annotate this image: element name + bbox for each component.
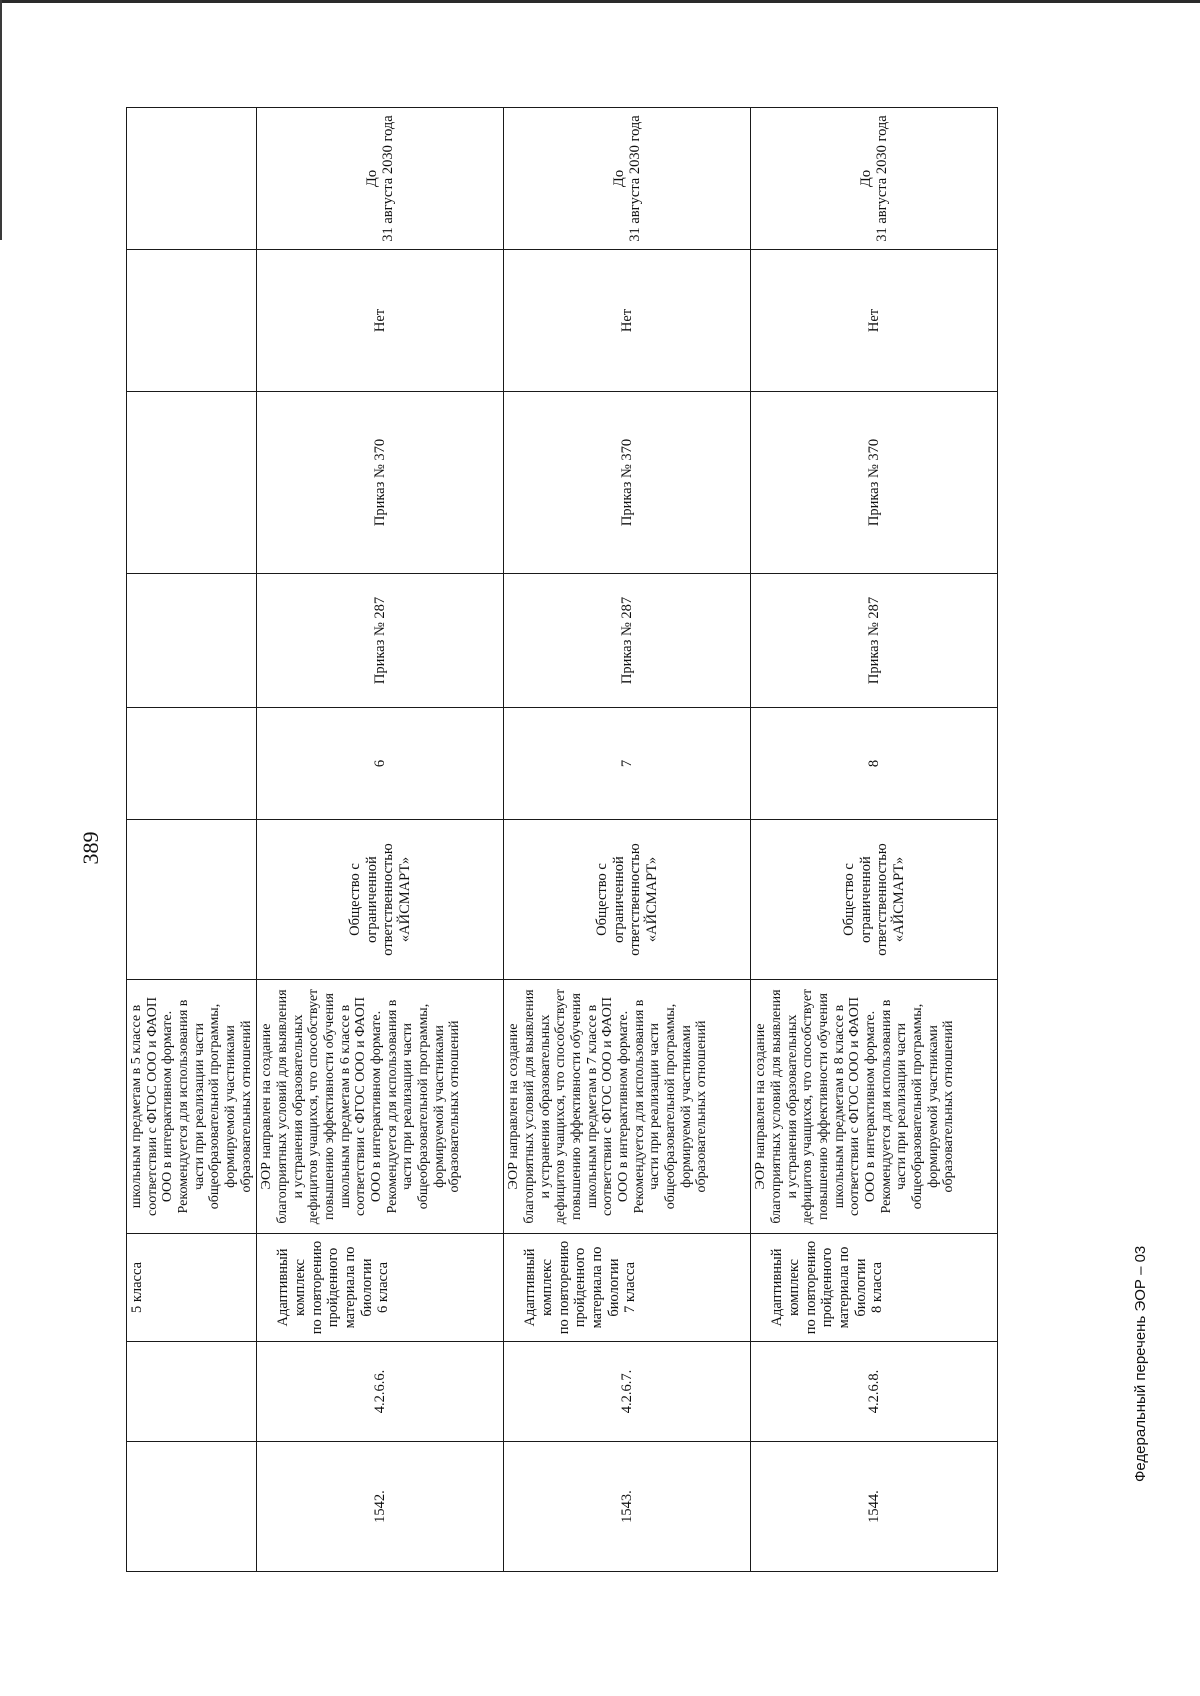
cell-code: 4.2.6.6. <box>257 1342 504 1442</box>
name-line: по повторению <box>555 1240 572 1335</box>
cell-order2: Приказ № 370 <box>751 392 998 574</box>
cell-organization <box>504 820 751 980</box>
name-line: пройденного <box>325 1247 342 1328</box>
name-line: комплекс <box>539 1259 556 1317</box>
org-line: «АЙСМАРТ» <box>891 856 908 943</box>
deadline-line: 31 августа 2030 года <box>627 115 644 242</box>
org-line: «АЙСМАРТ» <box>644 856 661 943</box>
org-line: ответственностью <box>874 843 891 956</box>
org-line: ограниченной <box>363 856 380 943</box>
cell-description: ЭОР направлен на создание благоприятных условий для выявления и устранения образовательных дефицитов учащихся, что способствует повышению эффективности обучения школьным предметам в 8 классе в соответствии с ФГОС ООО и ФАОП ООО в интерактивном формате. Рекомендуется для использования в части при реализации части общеобразовательной программы, формируемой участниками образовательных отношений <box>751 980 998 1234</box>
cell-status: Нет <box>504 250 751 392</box>
eor-table <box>126 107 998 1572</box>
org-line: ограниченной <box>610 856 627 943</box>
cell-order2: Приказ № 370 <box>504 392 751 574</box>
name-line: 8 класса <box>869 1261 886 1314</box>
cell-status: Нет <box>751 250 998 392</box>
cell-order2: Приказ № 370 <box>257 392 504 574</box>
cell-name <box>751 1234 998 1342</box>
cell-grade: 8 <box>751 708 998 820</box>
deadline-line: До <box>857 169 874 188</box>
name-line: комплекс <box>292 1259 309 1317</box>
cell-grade: 6 <box>257 708 504 820</box>
cell-code: 4.2.6.8. <box>751 1342 998 1442</box>
page-footer: Федеральный перечень ЭОР – 03 <box>1132 1245 1149 1482</box>
cell-num: 1542. <box>257 1442 504 1572</box>
table-row <box>751 108 998 1572</box>
org-line: ответственностью <box>380 843 397 956</box>
name-line: пройденного <box>572 1247 589 1328</box>
cell-order1: Приказ № 287 <box>257 574 504 708</box>
cell-order1 <box>127 574 257 708</box>
cell-deadline <box>504 108 751 250</box>
name-line: биологии <box>852 1258 869 1317</box>
cell-deadline <box>127 108 257 250</box>
cell-name: 5 класса <box>127 1234 257 1342</box>
cell-deadline <box>751 108 998 250</box>
cell-order1: Приказ № 287 <box>504 574 751 708</box>
org-line: ответственностью <box>627 843 644 956</box>
name-line: материала по <box>836 1246 853 1329</box>
name-line: материала по <box>589 1246 606 1329</box>
name-line: Адаптивный <box>275 1248 292 1327</box>
page-number: 389 <box>78 831 103 865</box>
cell-grade <box>127 708 257 820</box>
org-line: Общество с <box>594 863 611 936</box>
deadline-line: До <box>363 169 380 188</box>
name-line: Адаптивный <box>522 1248 539 1327</box>
name-line: 6 класса <box>375 1261 392 1314</box>
org-line: ограниченной <box>857 856 874 943</box>
org-line: «АЙСМАРТ» <box>397 856 414 943</box>
cell-status: Нет <box>257 250 504 392</box>
org-line: Общество с <box>841 863 858 936</box>
cell-name <box>257 1234 504 1342</box>
name-line: по повторению <box>308 1240 325 1335</box>
name-line: комплекс <box>786 1259 803 1317</box>
deadline-line: До <box>610 169 627 188</box>
cell-code: 4.2.6.7. <box>504 1342 751 1442</box>
cell-code <box>127 1342 257 1442</box>
name-line: по повторению <box>802 1240 819 1335</box>
cell-num <box>127 1442 257 1572</box>
name-line: биологии <box>358 1258 375 1317</box>
cell-organization <box>751 820 998 980</box>
cell-num: 1543. <box>504 1442 751 1572</box>
name-line: Адаптивный <box>769 1248 786 1327</box>
deadline-line: 31 августа 2030 года <box>380 115 397 242</box>
cell-order2 <box>127 392 257 574</box>
table-row <box>257 108 504 1572</box>
cell-name <box>504 1234 751 1342</box>
name-line: материала по <box>342 1246 359 1329</box>
name-line: пройденного <box>819 1247 836 1328</box>
table-row-continuation <box>127 108 257 1572</box>
org-line: Общество с <box>347 863 364 936</box>
deadline-line: 31 августа 2030 года <box>874 115 891 242</box>
cell-grade: 7 <box>504 708 751 820</box>
cell-order1: Приказ № 287 <box>751 574 998 708</box>
name-line: 7 класса <box>622 1261 639 1314</box>
cell-deadline <box>257 108 504 250</box>
name-line: биологии <box>605 1258 622 1317</box>
table-row <box>504 108 751 1572</box>
cell-organization <box>127 820 257 980</box>
cell-description: школьным предметам в 5 классе в соответствии с ФГОС ООО и ФАОП ООО в интерактивном формате. Рекомендуется для использования в части при реализации части общеобразовательной программы, формируемой участниками образовательных отношений <box>127 980 257 1234</box>
cell-description: ЭОР направлен на создание благоприятных условий для выявления и устранения образовательных дефицитов учащихся, что способствует повышению эффективности обучения школьным предметам в 6 классе в соответствии с ФГОС ООО и ФАОП ООО в интерактивном формате. Рекомендуется для использования в части при реализации части общеобразовательной программы, формируемой участниками образовательных отношений <box>257 980 504 1234</box>
cell-num: 1544. <box>751 1442 998 1572</box>
cell-organization <box>257 820 504 980</box>
cell-description: ЭОР направлен на создание благоприятных условий для выявления и устранения образовательных дефицитов учащихся, что способствует повышению эффективности обучения школьным предметам в 7 классе в соответствии с ФГОС ООО и ФАОП ООО в интерактивном формате. Рекомендуется для использования в части при реализации части общеобразовательной программы, формируемой участниками образовательных отношений <box>504 980 751 1234</box>
cell-status <box>127 250 257 392</box>
